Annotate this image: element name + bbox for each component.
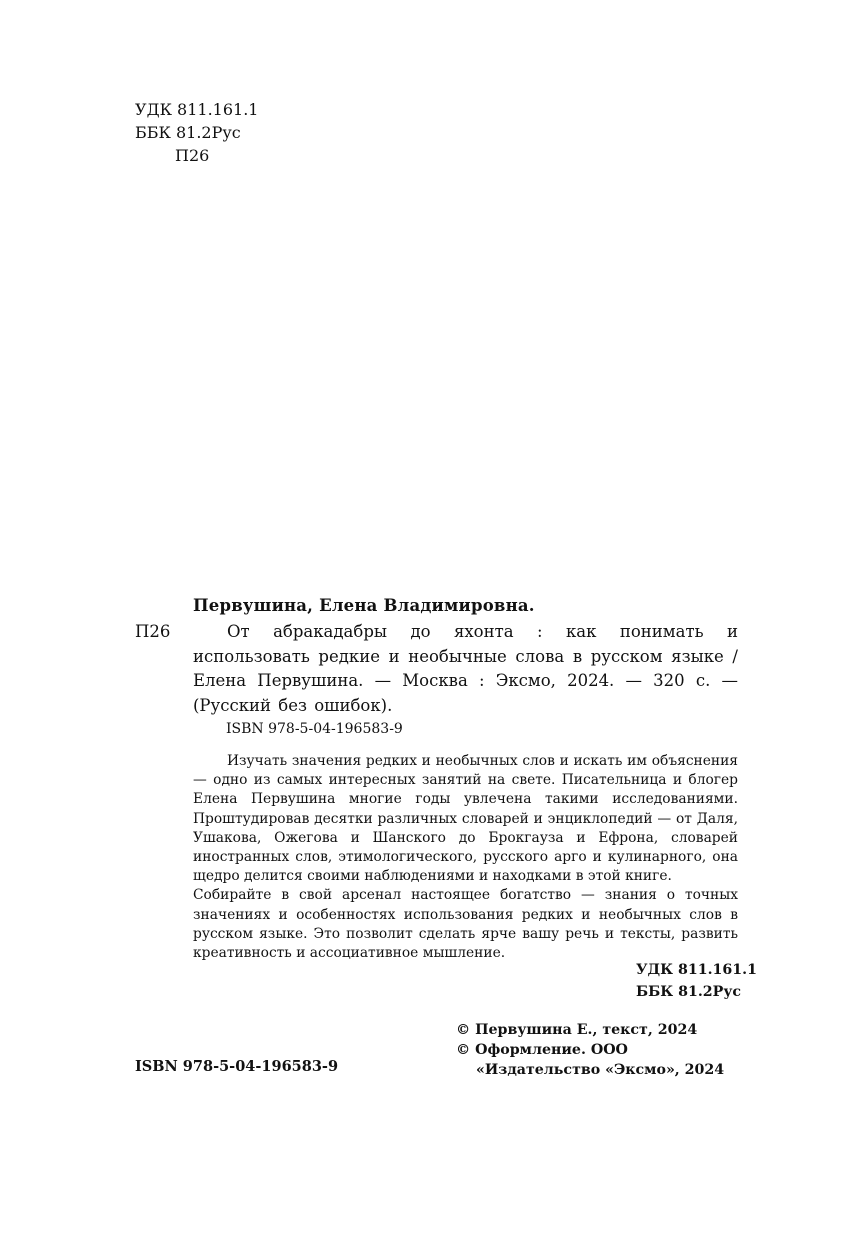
author-mark: П26 xyxy=(175,146,210,165)
annotation xyxy=(193,752,738,963)
copyright-design: © Оформление. ООО «Издательство «Эксмо», 2024 xyxy=(456,1042,725,1078)
author-name: Первушина, Елена Владимировна. xyxy=(193,596,535,615)
isbn-card: ISBN 978-5-04-196583-9 xyxy=(226,721,403,737)
copyright-text: © Первушина Е., текст, 2024 xyxy=(456,1022,698,1038)
classification-codes-header xyxy=(135,98,258,167)
annotation-paragraph: Собирайте в свой арсенал настоящее богатство — знания о точных значениях и особенностях использования редких и необычных слов в русском языке. Это позволит сделать ярче вашу речь и тексты, развить креативность и ассоциативное мышление. xyxy=(193,887,738,962)
bbk-code: ББК 81.2Рус xyxy=(135,123,241,142)
udk-code-footer: УДК 811.161.1 xyxy=(636,962,757,978)
card-author-mark: П26 xyxy=(135,622,171,641)
bibliographic-description: От абракадабры до яхонта : как понимать и использовать редкие и необычные слова в русском языке / Елена Первушина. — Москва : Эксмо, 2024. — 320 с. — (Русский без ошибок). xyxy=(193,622,738,715)
udk-code: УДК 811.161.1 xyxy=(135,100,259,119)
annotation-paragraph: Изучать значения редких и необычных слов и искать им объяснения — одно из самых интересных занятий на свете. Писательница и блогер Елена Первушина многие годы увлечена такими исследованиями. Проштудировав десятки различных словарей и энциклопедий — от Даля, Ушакова, Ожегова и Шанского до Брокгауза и Ефрона, словарей иностранных слов, этимологического, русского арго и кулинарного, она щедро делится своими наблюдениями и находками в этой книге. xyxy=(193,753,738,885)
classification-codes-footer xyxy=(636,959,757,1003)
copyright-block xyxy=(456,1020,740,1080)
bbk-code-footer: ББК 81.2Рус xyxy=(636,984,742,1000)
isbn-footer: ISBN 978-5-04-196583-9 xyxy=(135,1058,339,1075)
